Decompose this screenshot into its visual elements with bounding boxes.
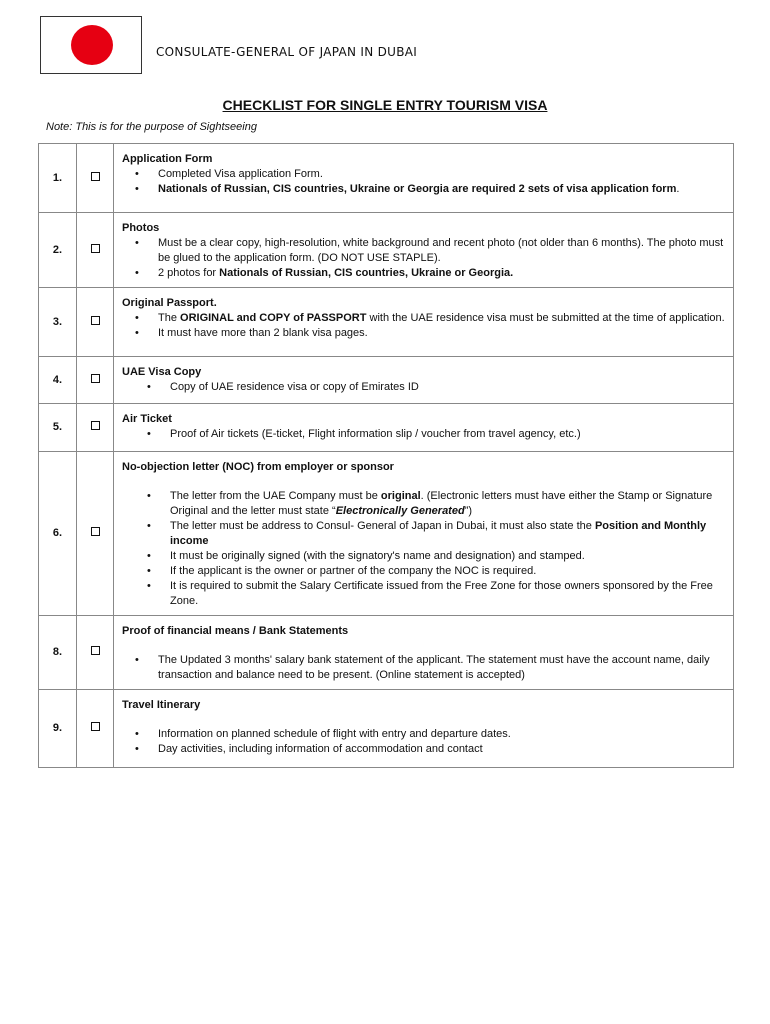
bullet-bold-text: original xyxy=(380,490,421,502)
bullet-item xyxy=(120,326,727,341)
checklist-row xyxy=(39,288,734,357)
item-number: 8. xyxy=(39,616,77,690)
bullet-text: . xyxy=(676,183,680,195)
bullet-bold-text: Nationals of Russian, CIS countries, Ukraine or Georgia. xyxy=(219,267,514,279)
checkbox[interactable] xyxy=(77,213,114,288)
flag-sun-disc xyxy=(71,25,113,65)
item-content xyxy=(114,690,734,768)
bullet-text: Copy of UAE residence visa or copy of Emirates ID xyxy=(170,381,419,393)
bullet-item xyxy=(120,182,727,197)
section-title: Original Passport. xyxy=(122,297,217,309)
checklist-row xyxy=(39,404,734,452)
checkbox-square-icon xyxy=(91,374,100,383)
japan-flag xyxy=(40,16,142,74)
checkbox[interactable] xyxy=(77,690,114,768)
checkbox[interactable] xyxy=(77,452,114,616)
page-title: CHECKLIST FOR SINGLE ENTRY TOURISM VISA xyxy=(222,97,548,113)
bullet-text: It must be originally signed (with the signatory's name and designation) and stamped. xyxy=(170,550,585,562)
bullet-bold-italic-text: Electronically Generated xyxy=(335,505,465,517)
bullet-text: Day activities, including information of accommodation and contact xyxy=(158,743,483,755)
bullet-text: The xyxy=(158,312,181,324)
checkbox[interactable] xyxy=(77,357,114,404)
bullet-item xyxy=(120,549,727,564)
checkbox-square-icon xyxy=(91,172,100,181)
item-number: 9. xyxy=(39,690,77,768)
checkbox-square-icon xyxy=(91,421,100,430)
checklist-row xyxy=(39,213,734,288)
bullet-text: ”) xyxy=(464,505,473,517)
bullet-text: The Updated 3 months' salary bank statement of the applicant. The statement must have the account name, daily transaction and balance need to be present. (Online statement is accepted) xyxy=(158,654,710,681)
section-title: Air Ticket xyxy=(122,413,172,425)
checkbox-square-icon xyxy=(91,527,100,536)
item-content xyxy=(114,144,734,213)
section-title: UAE Visa Copy xyxy=(122,366,202,378)
item-number: 4. xyxy=(39,357,77,404)
bullet-item xyxy=(120,579,727,609)
bullet-item xyxy=(120,742,727,757)
bullet-bold-text: Nationals of Russian, CIS countries, Ukraine or Georgia are required 2 sets of visa application form xyxy=(158,183,677,195)
bullet-item xyxy=(120,236,727,266)
item-content xyxy=(114,616,734,690)
bullet-item xyxy=(120,380,727,395)
checkbox[interactable] xyxy=(77,404,114,452)
checkbox-square-icon xyxy=(91,244,100,253)
checklist-row xyxy=(39,144,734,213)
checkbox[interactable] xyxy=(77,288,114,357)
checkbox[interactable] xyxy=(77,144,114,213)
checklist-row xyxy=(39,690,734,768)
section-title: No-objection letter (NOC) from employer or sponsor xyxy=(122,461,394,473)
bullet-text: Must be a clear copy, high-resolution, white background and recent photo (not older than 6 months). The photo must be glued to the application form. (DO NOT USE STAPLE). xyxy=(158,237,724,264)
bullet-bold-text: ORIGINAL and COPY of PASSPORT xyxy=(180,312,367,324)
checklist-row xyxy=(39,357,734,404)
bullet-item xyxy=(120,519,727,549)
bullet-text: with the UAE residence visa must be submitted at the time of application. xyxy=(366,312,725,324)
checkbox[interactable] xyxy=(77,616,114,690)
section-title: Application Form xyxy=(122,153,213,165)
bullet-item xyxy=(120,564,727,579)
bullet-text: It must have more than 2 blank visa pages. xyxy=(158,327,368,339)
bullet-text: Proof of Air tickets (E-ticket, Flight information slip / voucher from travel agency, etc.) xyxy=(170,428,581,440)
item-number: 3. xyxy=(39,288,77,357)
section-title: Travel Itinerary xyxy=(122,699,201,711)
bullet-item xyxy=(120,266,727,281)
checkbox-square-icon xyxy=(91,722,100,731)
item-number: 6. xyxy=(39,452,77,616)
consulate-heading: CONSULATE-GENERAL OF JAPAN IN DUBAI xyxy=(156,45,418,59)
bullet-text: 2 photos for xyxy=(158,267,220,279)
bullet-item xyxy=(120,167,727,182)
bullet-text: It is required to submit the Salary Certificate issued from the Free Zone for those owners sponsored by the Free Zone. xyxy=(170,580,713,607)
item-content xyxy=(114,357,734,404)
item-content xyxy=(114,452,734,616)
item-number: 2. xyxy=(39,213,77,288)
checklist-row xyxy=(39,616,734,690)
checkbox-square-icon xyxy=(91,316,100,325)
item-number: 5. xyxy=(39,404,77,452)
bullet-text: If the applicant is the owner or partner of the company the NOC is required. xyxy=(170,565,537,577)
item-number: 1. xyxy=(39,144,77,213)
checkbox-square-icon xyxy=(91,646,100,655)
bullet-item xyxy=(120,311,727,326)
bullet-text: Information on planned schedule of flight with entry and departure dates. xyxy=(158,728,511,740)
checklist-row xyxy=(39,452,734,616)
item-content xyxy=(114,213,734,288)
item-content xyxy=(114,404,734,452)
purpose-note: Note: This is for the purpose of Sightseeing xyxy=(46,121,257,133)
bullet-bold-text: Position and Monthly income xyxy=(170,520,707,547)
bullet-text: . (Electronic letters must have either the Stamp or Signature Original and the letter must state “ xyxy=(170,490,713,517)
bullet-item xyxy=(120,653,727,683)
bullet-item xyxy=(120,427,727,442)
bullet-item xyxy=(120,727,727,742)
bullet-text: The letter from the UAE Company must be xyxy=(170,490,381,502)
bullet-text: The letter must be address to Consul- General of Japan in Dubai, it must also state the xyxy=(170,520,595,532)
bullet-text: Completed Visa application Form. xyxy=(158,168,323,180)
checklist-table xyxy=(38,143,734,768)
section-title: Photos xyxy=(122,222,160,234)
section-title: Proof of financial means / Bank Statements xyxy=(122,625,349,637)
item-content xyxy=(114,288,734,357)
bullet-item xyxy=(120,489,727,519)
